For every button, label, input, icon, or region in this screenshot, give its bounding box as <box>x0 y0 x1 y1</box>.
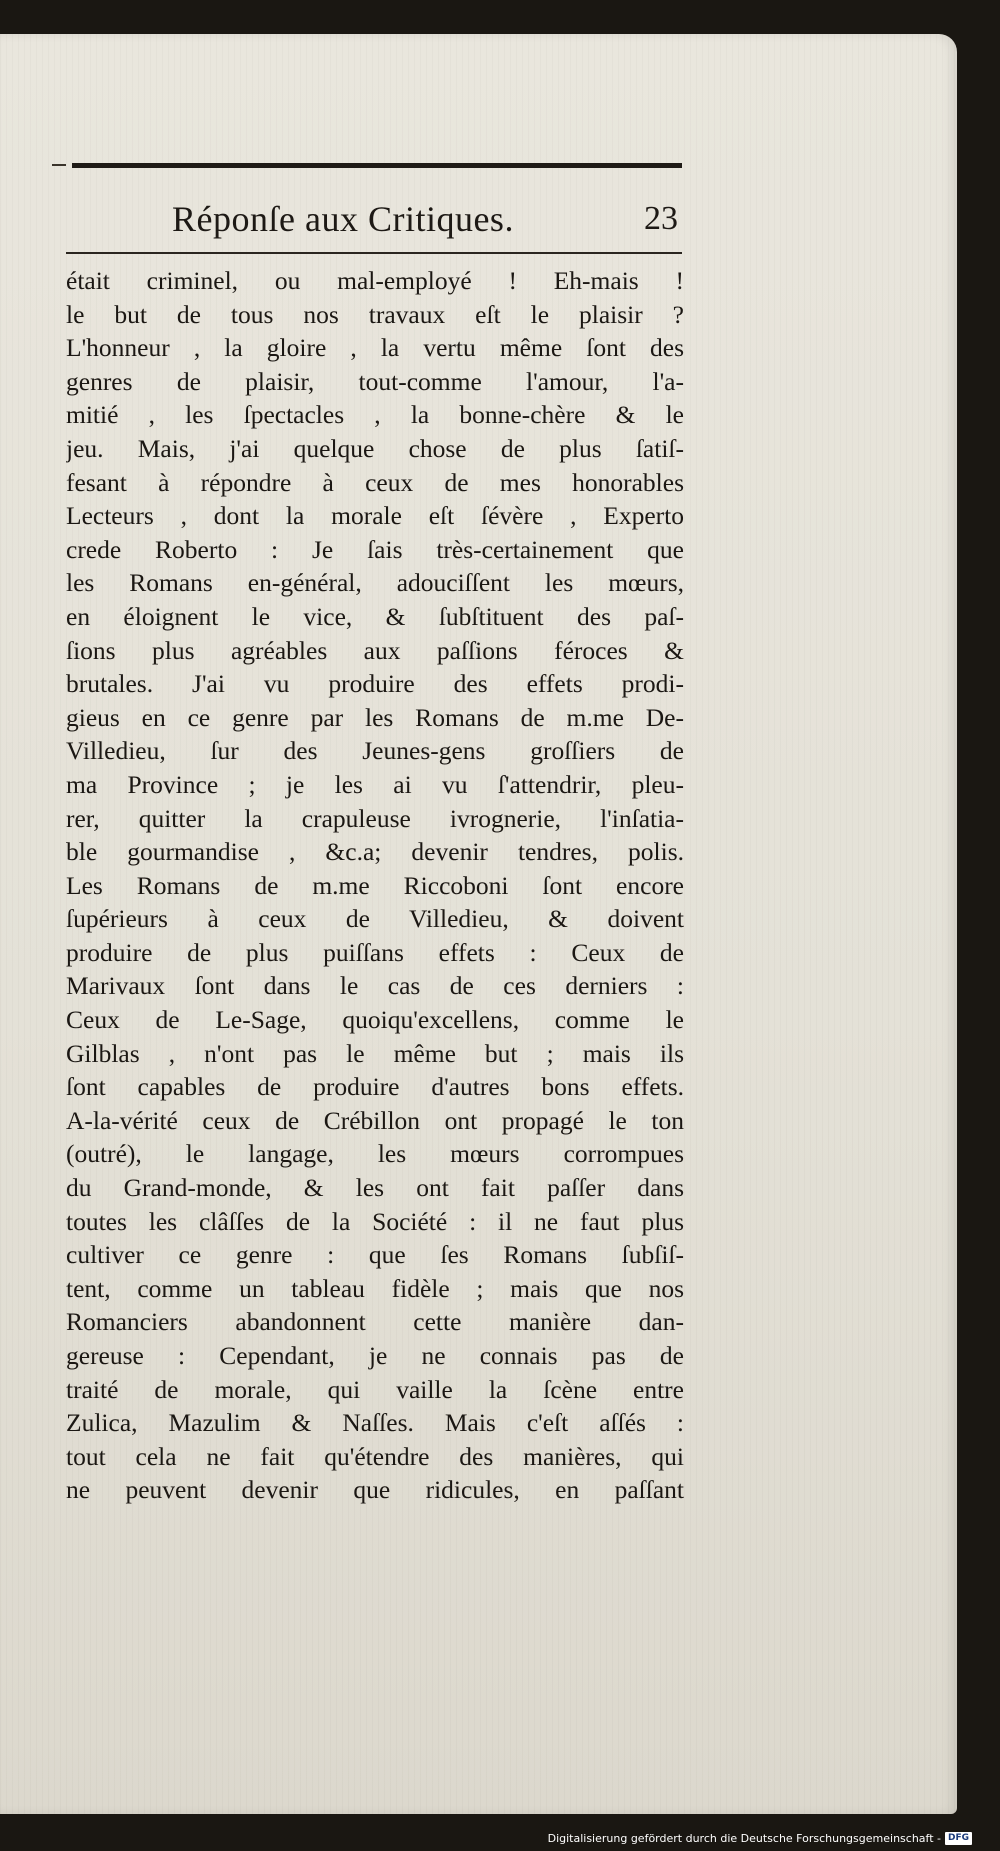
text-line: cultiver ce genre : que ſes Romans ſubſiſ- <box>66 1240 684 1270</box>
text-line: Gilblas , n'ont pas le même but ; mais ils <box>66 1038 684 1068</box>
text-line: était criminel, ou mal-employé ! Eh-mais ! <box>66 266 684 295</box>
text-line: gieus en ce genre par les Romans de m.me De- <box>66 702 684 732</box>
page-number: 23 <box>644 200 678 237</box>
text-line: mitié , les ſpectacles , la bonne-chère & le <box>66 400 684 430</box>
text-line: ſupérieurs à ceux de Villedieu, & doivent <box>66 904 684 934</box>
text-line: genres de plaisir, tout-comme l'amour, l'a- <box>66 366 684 396</box>
text-line: Romanciers abandonnent cette manière dan- <box>66 1307 684 1337</box>
text-line: gereuse : Cependant, je ne connais pas de <box>66 1341 684 1370</box>
credit-text: Digitalisierung gefördert durch die Deutsche Forschungsgemeinschaft - <box>547 1832 941 1845</box>
text-line: Marivaux ſont dans le cas de ces derniers : <box>66 971 684 1001</box>
text-line: Les Romans de m.me Riccoboni ſont encore <box>66 870 684 900</box>
text-line: ſont capables de produire d'autres bons effets. <box>66 1072 684 1102</box>
text-line: produire de plus puiſſans effets : Ceux de <box>66 937 684 967</box>
header-rule-mark <box>52 164 66 166</box>
text-line: (outré), le langage, les mœurs corrompues <box>66 1139 684 1169</box>
text-line: crede Roberto : Je ſais très-certainement que <box>66 534 684 564</box>
text-line: en éloignent le vice, & ſubſtituent des paſ- <box>66 601 684 631</box>
running-title: Réponſe aux Critiques. <box>172 199 514 239</box>
text-line: brutales. J'ai vu produire des effets prodi- <box>66 669 684 699</box>
text-line: les Romans en-général, adouciſſent les mœurs, <box>66 568 684 598</box>
digitization-credit <box>548 1832 972 1845</box>
text-line: L'honneur , la gloire , la vertu même ſont des <box>66 333 684 363</box>
text-line: tent, comme un tableau fidèle ; mais que nos <box>66 1273 684 1303</box>
text-line: Zulica, Mazulim & Naſſes. Mais c'eſt aſſés : <box>66 1408 684 1438</box>
text-line: ble gourmandise , &c.a; devenir tendres, polis. <box>66 837 684 867</box>
text-line: ne peuvent devenir que ridicules, en paſſant <box>66 1475 684 1505</box>
text-line: fesant à répondre à ceux de mes honorables <box>66 467 684 497</box>
text-line: Lecteurs , dont la morale eſt ſévère , Experto <box>66 501 684 531</box>
text-line: ſions plus agréables aux paſſions féroces & <box>66 635 684 665</box>
dfg-logo: DFG <box>945 1832 972 1845</box>
running-head <box>72 198 682 248</box>
header-rule-top <box>72 163 682 168</box>
text-line: du Grand-monde, & les ont fait paſſer dans <box>66 1173 684 1203</box>
text-line: ma Province ; je les ai vu ſ'attendrir, pleu- <box>66 769 684 799</box>
header-rule-bottom <box>66 252 682 254</box>
text-line: Ceux de Le-Sage, quoiqu'excellens, comme le <box>66 1005 684 1035</box>
text-line: tout cela ne fait qu'étendre des manières, qui <box>66 1441 684 1471</box>
body-text <box>66 264 684 1507</box>
text-line: Villedieu, ſur des Jeunes-gens groſſiers de <box>66 736 684 766</box>
text-line: rer, quitter la crapuleuse ivrognerie, l'inſatia- <box>66 803 684 833</box>
text-line: toutes les clâſſes de la Société : il ne faut plus <box>66 1206 684 1236</box>
text-line: jeu. Mais, j'ai quelque chose de plus ſatiſ- <box>66 433 684 463</box>
text-line: le but de tous nos travaux eſt le plaisir ? <box>66 299 684 329</box>
text-line: traité de morale, qui vaille la ſcène entre <box>66 1374 684 1404</box>
text-line: A-la-vérité ceux de Crébillon ont propagé le ton <box>66 1105 684 1135</box>
